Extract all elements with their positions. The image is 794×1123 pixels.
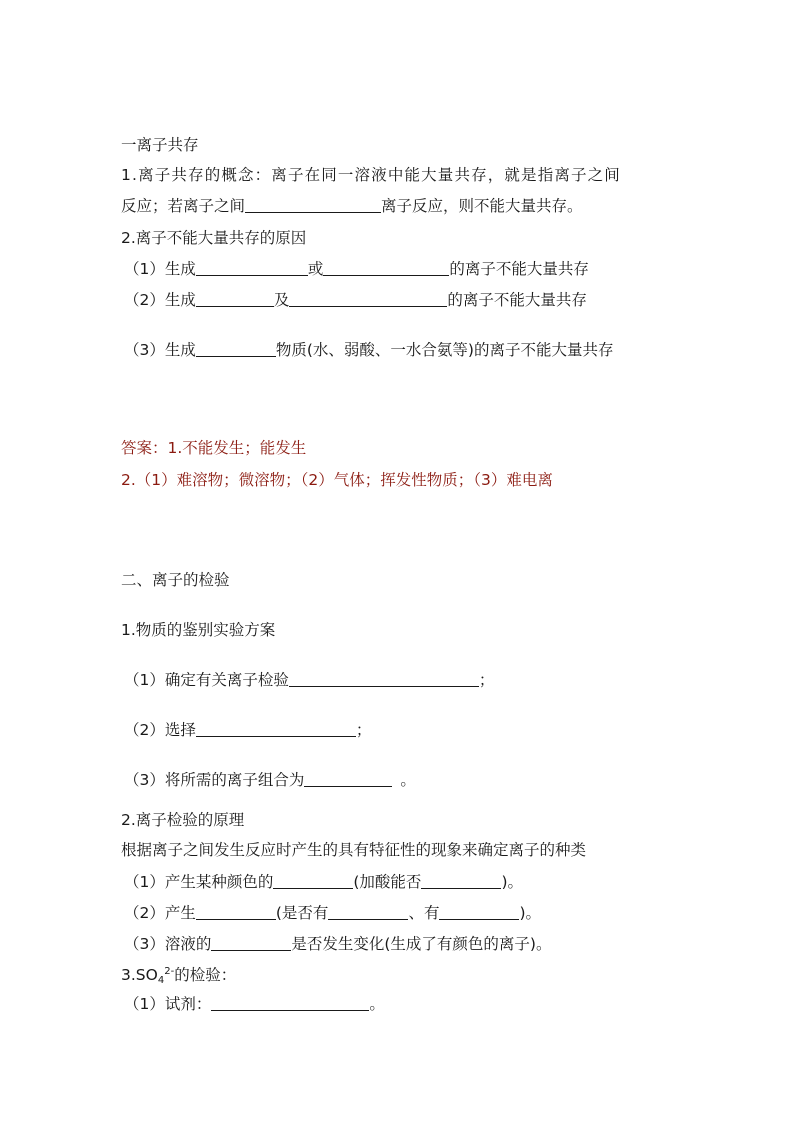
item-text: 的离子不能大量共存 — [447, 291, 587, 309]
item-text: 的离子不能大量共存 — [449, 260, 589, 278]
item-text: （3）生成 — [124, 341, 196, 359]
step-text: （2）选择 — [124, 721, 196, 739]
fill-blank[interactable] — [323, 260, 449, 276]
item-text: （2）生成 — [124, 291, 196, 309]
identification-title: 1.物质的鉴别实验方案 — [121, 621, 276, 639]
principle-desc: 根据离子之间发生反应时产生的具有特征性的现象来确定离子的种类 — [121, 841, 587, 859]
fill-blank[interactable] — [196, 341, 276, 357]
title-text: 的检验： — [174, 966, 237, 984]
fill-blank[interactable] — [421, 873, 501, 889]
section2-title: 二、离子的检验 — [121, 571, 230, 589]
section1-title: 一离子共存 — [121, 136, 199, 154]
answer-line-2: 2.（1）难溶物；微溶物；（2）气体；挥发性物质；（3）难电离 — [121, 471, 553, 489]
sulfate-test-title — [121, 962, 236, 991]
step-text: （3）将所需的离子组合为 — [124, 771, 305, 789]
step-text: ； — [355, 721, 372, 739]
item-text: 。 — [369, 995, 385, 1013]
reagent-item — [124, 994, 385, 1014]
concept-line-2 — [121, 196, 583, 216]
reason-item-2 — [124, 290, 587, 310]
superscript: 2- — [164, 966, 175, 977]
fill-blank[interactable] — [211, 995, 369, 1011]
principle-item-1 — [124, 872, 523, 892]
item-text: （1）试剂： — [124, 995, 212, 1013]
fill-blank[interactable] — [328, 904, 408, 920]
plan-step-1 — [124, 670, 494, 690]
fill-blank[interactable] — [245, 197, 381, 213]
fill-blank[interactable] — [196, 260, 308, 276]
concept-line-1: 1.离子共存的概念：离子在同一溶液中能大量共存，就是指离子之间 — [121, 166, 621, 184]
plan-step-3 — [124, 770, 416, 790]
item-text: （1）生成 — [124, 260, 196, 278]
item-text: 物质(水、弱酸、一水合氨等)的离子不能大量共存 — [275, 341, 614, 359]
item-text: )。 — [519, 904, 542, 922]
fill-blank[interactable] — [211, 935, 291, 951]
fill-blank[interactable] — [289, 671, 479, 687]
fill-blank[interactable] — [196, 291, 274, 307]
item-text: (是否有 — [275, 904, 329, 922]
fill-blank[interactable] — [196, 721, 356, 737]
item-text: （2）产生 — [124, 904, 196, 922]
item-text: 及 — [273, 291, 290, 309]
principle-title: 2.离子检验的原理 — [121, 811, 245, 829]
item-text: )。 — [501, 873, 523, 891]
item-text: (加酸能否 — [353, 873, 422, 891]
reason-item-3 — [124, 340, 613, 360]
fill-blank[interactable] — [439, 904, 519, 920]
principle-item-3 — [124, 934, 551, 954]
item-text: （1）产生某种颜色的 — [124, 873, 274, 891]
reason-item-1 — [124, 259, 589, 279]
plan-step-2 — [124, 720, 371, 740]
principle-item-2 — [124, 903, 541, 923]
concept-text-a: 反应；若离子之间 — [121, 197, 246, 215]
step-text: 。 — [400, 771, 416, 789]
step-text: ； — [478, 671, 495, 689]
item-text: 或 — [307, 260, 324, 278]
fill-blank[interactable] — [196, 904, 276, 920]
subscript: 4 — [157, 975, 165, 986]
title-text: 3.SO — [121, 966, 158, 984]
item-text: 、有 — [408, 904, 440, 922]
answer-line-1: 答案：1.不能发生；能发生 — [121, 439, 307, 457]
step-text: （1）确定有关离子检验 — [124, 671, 289, 689]
fill-blank[interactable] — [289, 291, 447, 307]
item-text: （3）溶液的 — [124, 935, 212, 953]
concept-text-b: 离子反应，则不能大量共存。 — [381, 197, 583, 215]
item-text: 是否发生变化(生成了有颜色的离子)。 — [291, 935, 552, 953]
fill-blank[interactable] — [273, 873, 353, 889]
fill-blank[interactable] — [304, 771, 392, 787]
reasons-title: 2.离子不能大量共存的原因 — [121, 229, 307, 247]
